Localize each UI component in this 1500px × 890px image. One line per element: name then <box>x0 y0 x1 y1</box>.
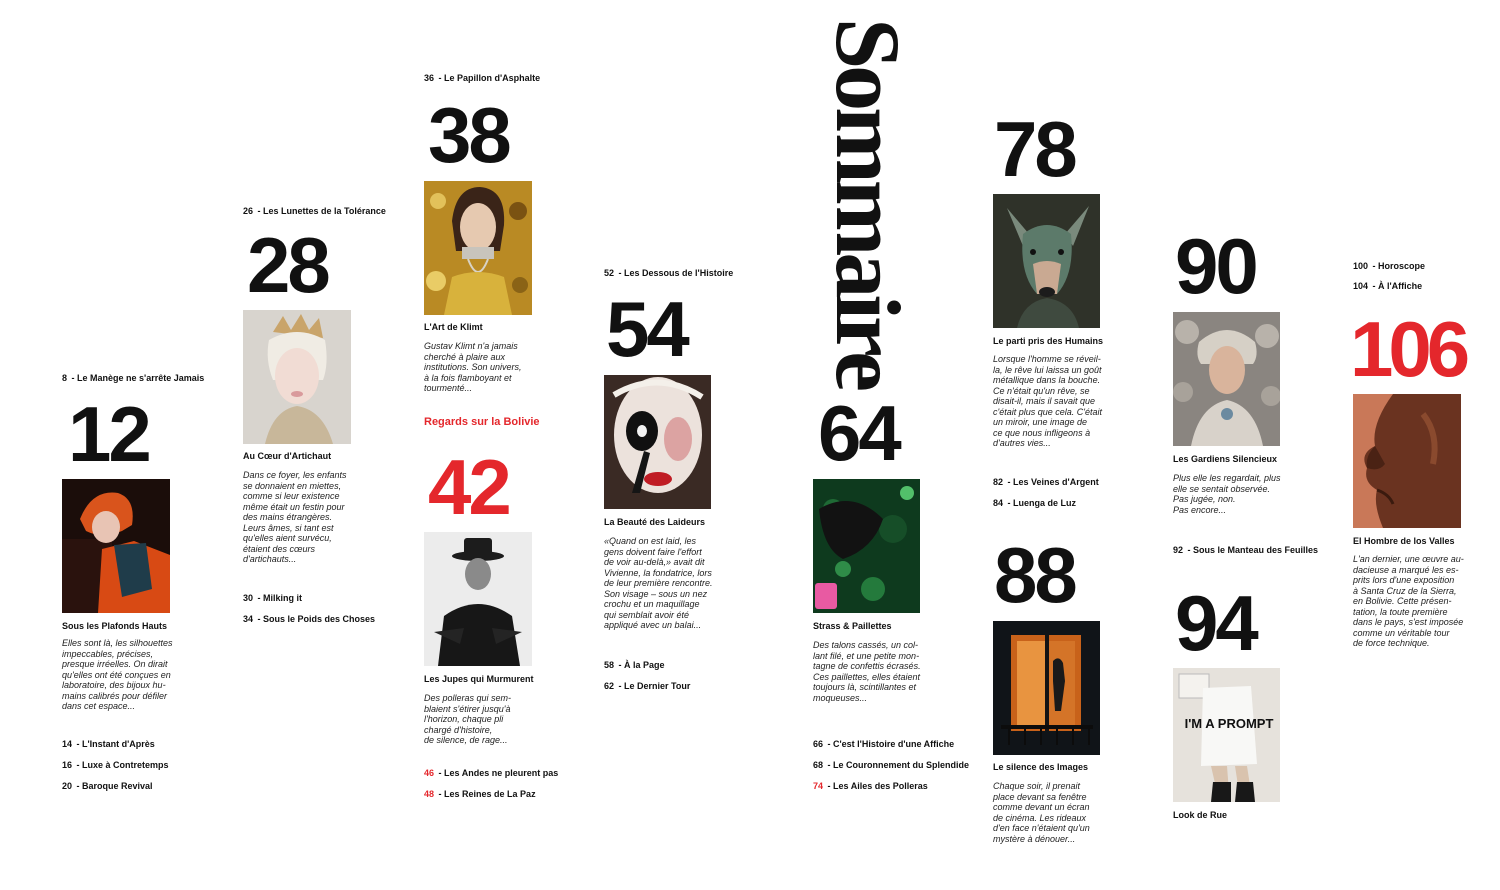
toc-entry-52[interactable]: 52 - Les Dessous de l'Histoire <box>604 268 734 278</box>
feature-description-28: Dans ce foyer, les enfants se donnaient en miettes, comme si leur existence même était un festin pour des mains étrangères. Leurs âmes, si tant est qu'elles aient survécu, étaient des cœurs d'artichauts... <box>243 470 347 564</box>
tote-sign-text: I'M A PROMPT <box>1184 716 1274 731</box>
feature-caption-28: Au Cœur d'Artichaut <box>243 451 332 461</box>
toc-entry-58[interactable]: 58 - À la Page <box>604 660 665 670</box>
toc-entry-14[interactable]: 14 - L'Instant d'Après <box>62 739 155 749</box>
feature-image-78[interactable] <box>993 194 1100 328</box>
feature-image-38[interactable] <box>424 181 532 315</box>
page-number-38: 38 <box>428 91 509 179</box>
feature-description-64: Des talons cassés, un col- lant filé, et une petite mon- tagne de confettis écrasés. Ces paillettes, elles étaient toujours là, scintillantes et moqueuses... <box>813 640 921 703</box>
toc-entry-84[interactable]: 84 - Luenga de Luz <box>993 498 1077 508</box>
feature-caption-64: Strass & Paillettes <box>813 621 892 631</box>
feature-image-94[interactable] <box>1173 668 1280 802</box>
page-number-106: 106 <box>1350 305 1466 393</box>
feature-description-42: Des polleras qui sem- blaient s'étirer jusqu'à l'horizon, chaque pli chargé d'histoire, de silence, de rage... <box>424 693 512 745</box>
feature-description-12: Elles sont là, les silhouettes impeccables, précises, presque irréelles. On dirait qu'elles ont été conçues en laboratoire, des bijoux hu- mains calibrés pour défiler dans cet espace... <box>62 638 173 711</box>
toc-entry-100[interactable]: 100 - Horoscope <box>1353 261 1426 271</box>
feature-description-106: L'an dernier, une œuvre au- dacieuse a marqué les es- prits lors d'une exposition à Santa Cruz de la Sierra, en Bolivie. Cette présen- tation, la toute première dans le pays, s'est imposée comme un véritable tour de force technique. <box>1353 554 1464 648</box>
feature-caption-12: Sous les Plafonds Hauts <box>62 621 168 631</box>
page-number-90: 90 <box>1175 222 1256 310</box>
feature-image-64[interactable] <box>813 479 920 613</box>
feature-caption-90: Les Gardiens Silencieux <box>1173 454 1278 464</box>
toc-entry-74[interactable]: 74 - Les Ailes des Polleras <box>813 781 928 791</box>
feature-caption-38: L'Art de Klimt <box>424 322 483 332</box>
feature-caption-94: Look de Rue <box>1173 810 1228 820</box>
feature-image-106[interactable] <box>1353 394 1461 528</box>
feature-image-54[interactable] <box>604 375 711 509</box>
feature-caption-88: Le silence des Images <box>993 762 1089 772</box>
feature-description-78: Lorsque l'homme se réveil- la, le rêve lui laissa un goût métallique dans la bouche. Ce n'était qu'un rêve, se disait-il, mais il savait que c'était plus que cela. C'était un miroir, une image de ce que nous infligeons à d'autres vies... <box>993 354 1102 448</box>
toc-entry-92[interactable]: 92 - Sous le Manteau des Feuilles <box>1173 545 1319 555</box>
page-number-94: 94 <box>1175 579 1256 667</box>
feature-image-12[interactable] <box>62 479 170 613</box>
feature-description-88: Chaque soir, il prenait place devant sa fenêtre comme devant un écran de cinéma. Les rideaux d'en face n'étaient qu'un mystère à dénouer... <box>993 781 1090 844</box>
feature-image-90[interactable] <box>1173 312 1280 446</box>
toc-entry-66[interactable]: 66 - C'est l'Histoire d'une Affiche <box>813 739 955 749</box>
toc-entry-48[interactable]: 48 - Les Reines de La Paz <box>424 789 536 799</box>
page-number-28: 28 <box>247 221 328 309</box>
toc-entry-26[interactable]: 26 - Les Lunettes de la Tolérance <box>243 206 386 216</box>
section-heading-bolivie: Regards sur la Bolivie <box>424 416 540 428</box>
toc-entry-8[interactable]: 8 - Le Manège ne s'arrête Jamais <box>62 373 205 383</box>
toc-entry-104[interactable]: 104 - À l'Affiche <box>1353 281 1423 291</box>
feature-caption-106: El Hombre de los Valles <box>1353 536 1455 546</box>
page-number-88: 88 <box>994 531 1075 619</box>
feature-description-54: «Quand on est laid, les gens doivent faire l'effort de voir au-delà,» avait dit Vivienne, la fondatrice, lors de leur première rencontre. Son visage – sous un nez crochu et un maquillage qui semblait avoir été appliqué avec un balai... <box>604 536 713 630</box>
feature-image-42[interactable] <box>424 532 532 666</box>
toc-entry-68[interactable]: 68 - Le Couronnement du Splendide <box>813 760 970 770</box>
toc-entry-16[interactable]: 16 - Luxe à Contretemps <box>62 760 169 770</box>
toc-entry-36[interactable]: 36 - Le Papillon d'Asphalte <box>424 73 541 83</box>
toc-entry-30[interactable]: 30 - Milking it <box>243 593 303 603</box>
feature-image-28[interactable] <box>243 310 351 444</box>
feature-image-88[interactable] <box>993 621 1100 755</box>
page-title: Sommaire <box>816 17 919 389</box>
toc-entry-46[interactable]: 46 - Les Andes ne pleurent pas <box>424 768 559 778</box>
toc-entry-82[interactable]: 82 - Les Veines d'Argent <box>993 477 1099 487</box>
page-number-64: 64 <box>818 389 899 477</box>
toc-entry-34[interactable]: 34 - Sous le Poids des Choses <box>243 614 376 624</box>
feature-caption-54: La Beauté des Laideurs <box>604 517 706 527</box>
page-number-12: 12 <box>68 390 149 478</box>
toc-entry-62[interactable]: 62 - Le Dernier Tour <box>604 681 691 691</box>
feature-description-38: Gustav Klimt n'a jamais cherché à plaire aux institutions. Son univers, à la fois flamboyant et tourmenté... <box>424 341 522 393</box>
page-number-42: 42 <box>428 443 509 531</box>
feature-description-90: Plus elle les regardait, plus elle se sentait observée. Pas jugée, non. Pas encore... <box>1173 473 1281 515</box>
feature-caption-42: Les Jupes qui Murmurent <box>424 674 534 684</box>
feature-caption-78: Le parti pris des Humains <box>993 336 1104 346</box>
toc-entry-20[interactable]: 20 - Baroque Revival <box>62 781 153 791</box>
page-number-54: 54 <box>606 285 687 373</box>
page-number-78: 78 <box>994 105 1075 193</box>
